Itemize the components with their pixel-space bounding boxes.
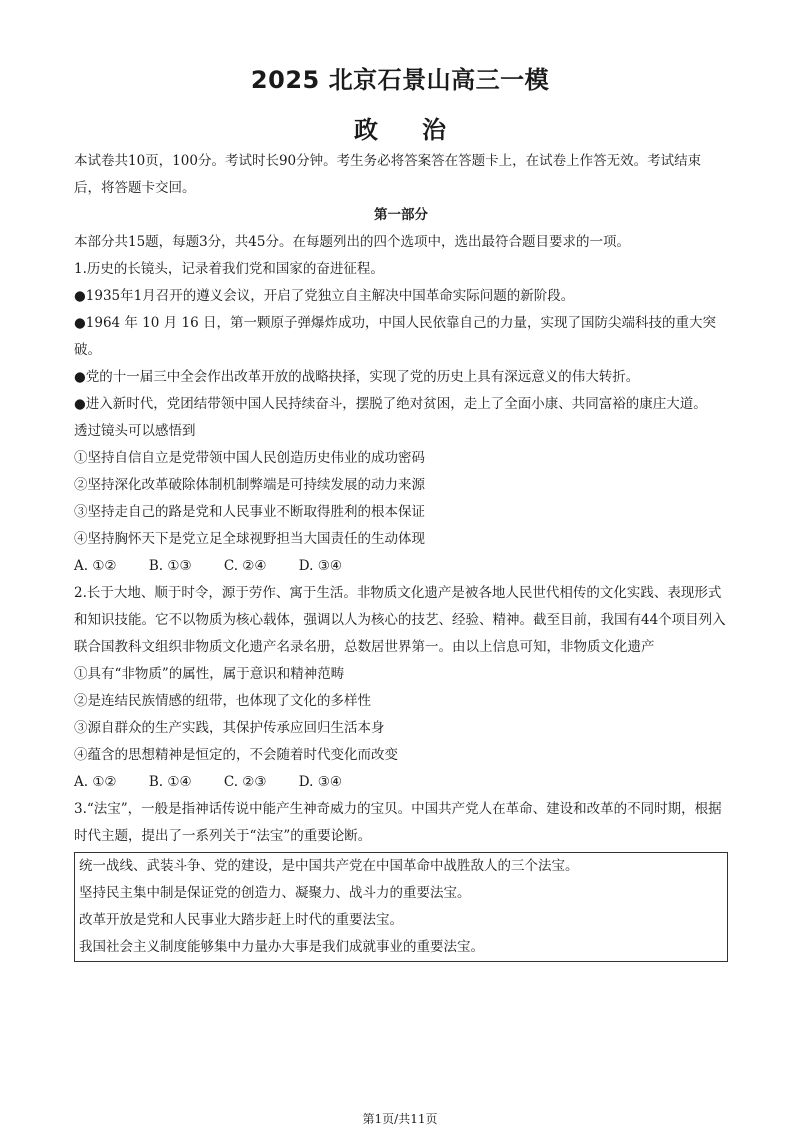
question-1-lead: 透过镜头可以感悟到 <box>74 423 196 439</box>
section-title: 第一部分 <box>374 207 428 223</box>
option-a: A. ①② <box>74 558 117 574</box>
question-2-statement: ③源自群众的生产实践，其保护传承应回归生活本身 <box>74 720 385 736</box>
question-3-stem: 3.“法宝”，一般是指神话传说中能产生神奇威力的宝贝。中国共产党人在革命、建设和改革的不同时期，根据时代主题，提出了一系列关于“法宝”的重要论断。 <box>74 801 722 844</box>
question-2-statement: ④蕴含的思想精神是恒定的，不会随着时代变化而改变 <box>74 747 398 763</box>
question-2-statement: ②是连结民族情感的纽带，也体现了文化的多样性 <box>74 693 371 709</box>
question-1-bullet: ●1935年1月召开的遵义会议，开启了党独立自主解决中国革命实际问题的新阶段。 <box>74 288 575 304</box>
question-1-bullet: ●1964 年 10 月 16 日，第一颗原子弹爆炸成功，中国人民依靠自己的力量，实现了国防尖端科技的重大突破。 <box>74 315 716 358</box>
option-c: C. ②③ <box>223 774 267 790</box>
question-1-statement: ②坚持深化改革破除体制机制弊端是可持续发展的动力来源 <box>74 477 425 493</box>
quote-line: 坚持民主集中制是保证党的创造力、凝聚力、战斗力的重要法宝。 <box>79 885 471 901</box>
question-1-bullet: ●党的十一届三中全会作出改革开放的战略抉择，实现了党的历史上具有深远意义的伟大转折。 <box>74 369 640 385</box>
question-3-quote-box <box>74 852 728 962</box>
option-a: A. ①② <box>74 774 117 790</box>
quote-line: 改革开放是党和人民事业大踏步赶上时代的重要法宝。 <box>79 912 403 928</box>
option-d: D. ③④ <box>298 558 342 574</box>
question-2-options <box>74 769 728 796</box>
question-2-statement: ①具有“非物质”的属性，属于意识和精神范畴 <box>74 666 345 682</box>
section-instructions: 本部分共15题，每题3分，共45分。在每题列出的四个选项中，选出最符合题目要求的一项。 <box>74 234 630 250</box>
quote-line: 统一战线、武装斗争、党的建设，是中国共产党在中国革命中战胜敌人的三个法宝。 <box>79 858 579 874</box>
exam-title: 2025 北京石景山高三一模 <box>250 66 550 94</box>
question-1-statement: ④坚持胸怀天下是党立足全球视野担当大国责任的生动体现 <box>74 531 425 547</box>
quote-line: 我国社会主义制度能够集中力量办大事是我们成就事业的重要法宝。 <box>79 939 484 955</box>
exam-subject: 政治 <box>354 116 490 144</box>
exam-body <box>74 148 728 962</box>
exam-notice: 本试卷共10页，100分。考试时长90分钟。考生务必将答案答在答题卡上，在试卷上作答无效。考试结束后，将答题卡交回。 <box>74 153 702 196</box>
page-number: 第1页/共11页 <box>362 1112 438 1126</box>
option-b: B. ①④ <box>148 774 192 790</box>
question-2-stem: 2.长于大地、顺于时令，源于劳作、寓于生活。非物质文化遗产是被各地人民世代相传的文化实践、表现形式和知识技能。它不以物质为核心载体，强调以人为核心的技艺、经验、精神。截至目前，我国有44个项目列入联合国教科文组织非物质文化遗产名录名册，总数居世界第一。由以上信息可知，非物质文化遗产 <box>74 585 726 655</box>
question-1-statement: ③坚持走自己的路是党和人民事业不断取得胜利的根本保证 <box>74 504 425 520</box>
question-1-stem: 1.历史的长镜头，记录着我们党和国家的奋进征程。 <box>74 261 384 277</box>
option-b: B. ①③ <box>148 558 192 574</box>
question-1-bullet: ●进入新时代，党团结带领中国人民持续奋斗，摆脱了绝对贫困，走上了全面小康、共同富裕的康庄大道。 <box>74 396 707 412</box>
option-c: C. ②④ <box>223 558 267 574</box>
question-1-options <box>74 553 728 580</box>
option-d: D. ③④ <box>298 774 342 790</box>
question-1-statement: ①坚持自信自立是党带领中国人民创造历史伟业的成功密码 <box>74 450 425 466</box>
